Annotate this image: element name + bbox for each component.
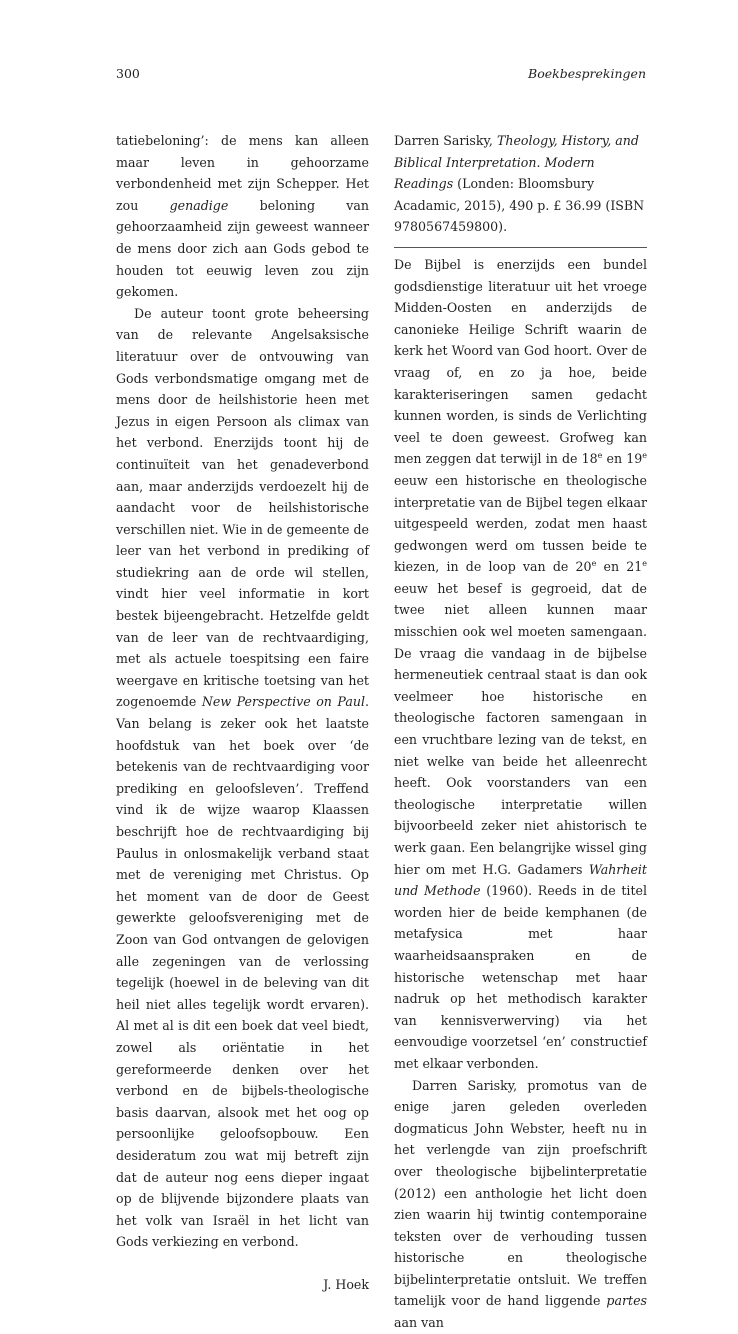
paragraph-review-body: De auteur toont grote beheersing van de relevante Angelsaksische literatuur over de ontvouwing van Gods verbondsmatige omgang met de mens door de heilshistorie heen met Jezus in eigen Persoon als climax van het verbond. Enerzijds toont hij de continuïteit van het genadeverbond aan, maar anderzijds verdoezelt hij de aandacht voor de heilshistorische verschillen niet. Wie in de gemeente de leer van het verbond in prediking of studiekring aan de orde wil stellen, vindt hier veel informatie in kort bestek bijeengebracht. Hetzelfde geldt van de leer van de rechtvaardiging, met als actuele toespitsing een faire weergave en kritische toetsing van het zogenoemde New Perspective on Paul. Van belang is zeker ook het laatste hoofdstuk van het boek over ‘de betekenis van de rechtvaardiging voor prediking en geloofsleven’. Treffend vind ik de wijze waarop Klaassen beschrijft hoe de rechtvaardiging bij Paulus in onlosmakelijk verband staat met de vereniging met Christus. Op het moment van de door de Geest gewerkte geloofsvereniging met de Zoon van God ontvangen de gelovigen alle zegeningen van de verlossing tegelijk (hoewel in de beleving van dit heil niet alles tegelijk wordt ervaren). Al met al is dit een boek dat veel biedt, zowel als oriëntatie in het gereformeerde denken over het verbond en de bijbels-theologische basis daarvan, alsook met het oog op persoonlijke geloofsopbouw. Een desideratum zou wat mij betreft zijn dat de auteur nog eens dieper ingaat op de blijvende bijzondere plaats van het volk van Israël in het licht van Gods verkiezing en verbond. xyxy=(116,305,369,1250)
left-column xyxy=(116,130,369,1295)
book-reference xyxy=(394,130,647,238)
paragraph-review-second: Darren Sarisky, promotus van de enige jaren geleden overleden dogmaticus John Webster, heeft nu in het verlengde van zijn proefschrift over theologische bijbelinterpretatie (2012) een anthologie het licht doen zien waarin hij twintig contemporaine teksten over de verhouding tussen historische en theologische bijbelinterpretatie ontsluit. We treffen tamelijk voor de hand liggende partes aan van xyxy=(394,1077,647,1331)
right-column xyxy=(394,130,647,1334)
divider-rule xyxy=(394,247,647,248)
book-title: Theology, History, and Biblical Interpretation. Modern Readings xyxy=(394,133,639,192)
paragraph-continued: tatiebeloning’: de mens kan alleen maar leven in gehoorzame verbondenheid met zijn Schepper. Het zou genadige beloning van gehoorzaamheid zijn geweest wanneer de mens door zich aan Gods gebod te houden tot eeuwig leven zou zijn gekomen. xyxy=(116,133,369,300)
paragraph-review-intro: De Bijbel is enerzijds een bundel godsdienstige literatuur uit het vroege Midden-Oosten en anderzijds de canonieke Heilige Schrift waarin de kerk het Woord van God hoort. Over de vraag of, en zo ja hoe, beide karakteriseringen samen gedacht kunnen worden, is sinds de Verlichting veel te doen geweest. Grofweg kan men zeggen dat terwijl in de 18e en 19e eeuw een historische en theologische interpretatie van de Bijbel tegen elkaar uitgespeeld werden, zodat men haast gedwongen werd om tussen beide te kiezen, in de loop van de 20e en 21e eeuw het besef is gegroeid, dat de twee niet alleen kunnen maar misschien ook wel moeten samengaan. De vraag die vandaag in de bijbelse hermeneutiek centraal staat is dan ook veelmeer hoe historische en theologische factoren samengaan in een vruchtbare lezing van de tekst, en niet welke van beide het alleenrecht heeft. Ook voorstanders van een theologische interpretatie willen bijvoorbeeld zeker niet ahistorisch te werk gaan. Een belangrijke wissel ging hier om met H.G. Gadamers Wahrheit und Methode (1960). Reeds in de titel worden hier de beide kemphanen (de metafysica met haar waarheidsaanspraken en de historische wetenschap met haar nadruk op het methodisch karakter van kennisverwerving) via het eenvoudige voorzetsel ‘en’ constructief met elkaar verbonden. xyxy=(394,256,648,1071)
reviewer-signature: J. Hoek xyxy=(323,1276,369,1292)
book-details: (Londen: Bloomsbury Acadamic, 2015), 490 p. £ 36.99 (ISBN 9780567459800). xyxy=(394,176,645,235)
running-head xyxy=(116,66,646,86)
page-number: 300 xyxy=(116,66,140,81)
section-title: Boekbesprekingen xyxy=(528,66,646,81)
book-author: Darren Sarisky, xyxy=(394,133,497,148)
